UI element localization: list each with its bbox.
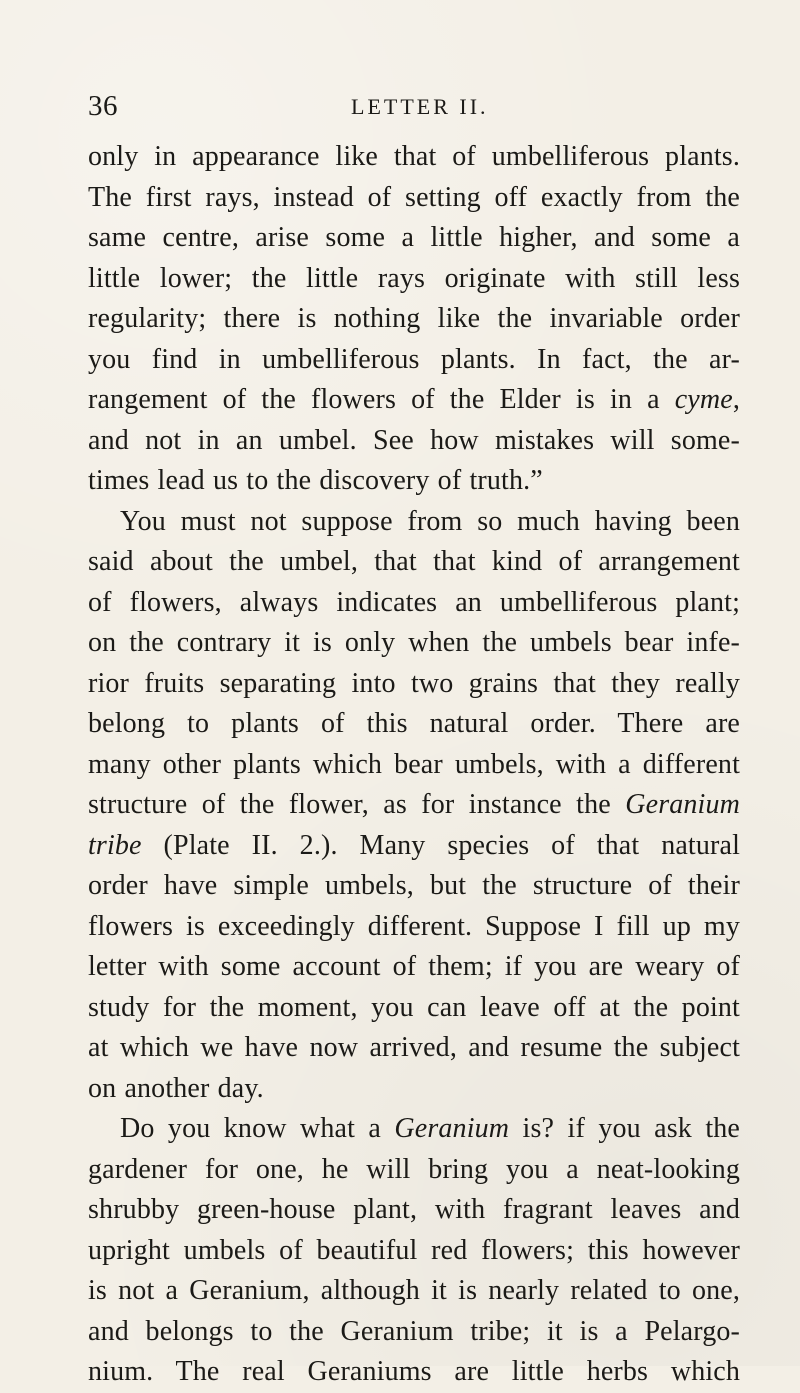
italic-text: Geranium (625, 789, 740, 820)
italic-text: Geranium (394, 1113, 510, 1144)
text-line: little lower; the little rays originate with still less (88, 262, 740, 294)
text-line: study for the moment, you can leave off at the point (88, 991, 740, 1023)
text-line: rangement of the flowers of the Elder is in a cyme, (88, 384, 740, 415)
text-line: upright umbels of beautiful red flowers; this however (88, 1234, 740, 1266)
text-line: letter with some account of them; if you are weary of (88, 951, 740, 982)
text-line: regularity; there is nothing like the invariable order (88, 303, 740, 334)
body-text (88, 137, 740, 1393)
text-line: and belongs to the Geranium tribe; it is a Pelargo- (88, 1315, 740, 1347)
text-line: flowers is exceedingly different. Suppose I fill up my (88, 910, 740, 942)
italic-text: cyme (674, 384, 733, 415)
text-line: structure of the flower, as for instance the Geranium (88, 789, 740, 820)
text-line: said about the umbel, that that kind of arrangement (88, 546, 740, 577)
text-line: nium. The real Geraniums are little herbs which (88, 1356, 740, 1387)
text-line: shrubby green-house plant, with fragrant leaves and (88, 1194, 740, 1225)
text-line: and not in an umbel. See how mistakes will some- (88, 424, 740, 456)
page-number: 36 (88, 90, 118, 122)
text-line: many other plants which bear umbels, with a different (88, 748, 740, 780)
paragraph-start-line: Do you know what a Geranium is? if you ask the (120, 1113, 740, 1144)
text-line: you find in umbelliferous plants. In fact, the ar- (88, 343, 740, 375)
page-header (88, 92, 728, 132)
text-line: The first rays, instead of setting off exactly from the (88, 181, 740, 213)
text-line: on another day. (88, 1072, 264, 1104)
text-line: rior fruits separating into two grains that they really (88, 667, 740, 699)
text-line: at which we have now arrived, and resume the subject (88, 1032, 740, 1063)
paragraph-start-line: You must not suppose from so much having been (120, 505, 740, 537)
text-line: gardener for one, he will bring you a neat-looking (88, 1153, 740, 1185)
running-head: LETTER II. (351, 94, 489, 119)
text-line: belong to plants of this natural order. There are (88, 708, 740, 739)
text-line: of flowers, always indicates an umbelliferous plant; (88, 586, 740, 618)
text-line: is not a Geranium, although it is nearly related to one, (88, 1275, 740, 1306)
text-line: same centre, arise some a little higher, and some a (88, 222, 740, 253)
italic-text: tribe (88, 829, 142, 861)
text-line: times lead us to the discovery of truth.” (88, 465, 543, 496)
text-line: on the contrary it is only when the umbels bear infe- (88, 627, 740, 658)
text-line: order have simple umbels, but the structure of their (88, 870, 740, 901)
text-line: only in appearance like that of umbelliferous plants. (88, 141, 740, 172)
text-line: tribe (Plate II. 2.). Many species of that natural (88, 829, 740, 861)
